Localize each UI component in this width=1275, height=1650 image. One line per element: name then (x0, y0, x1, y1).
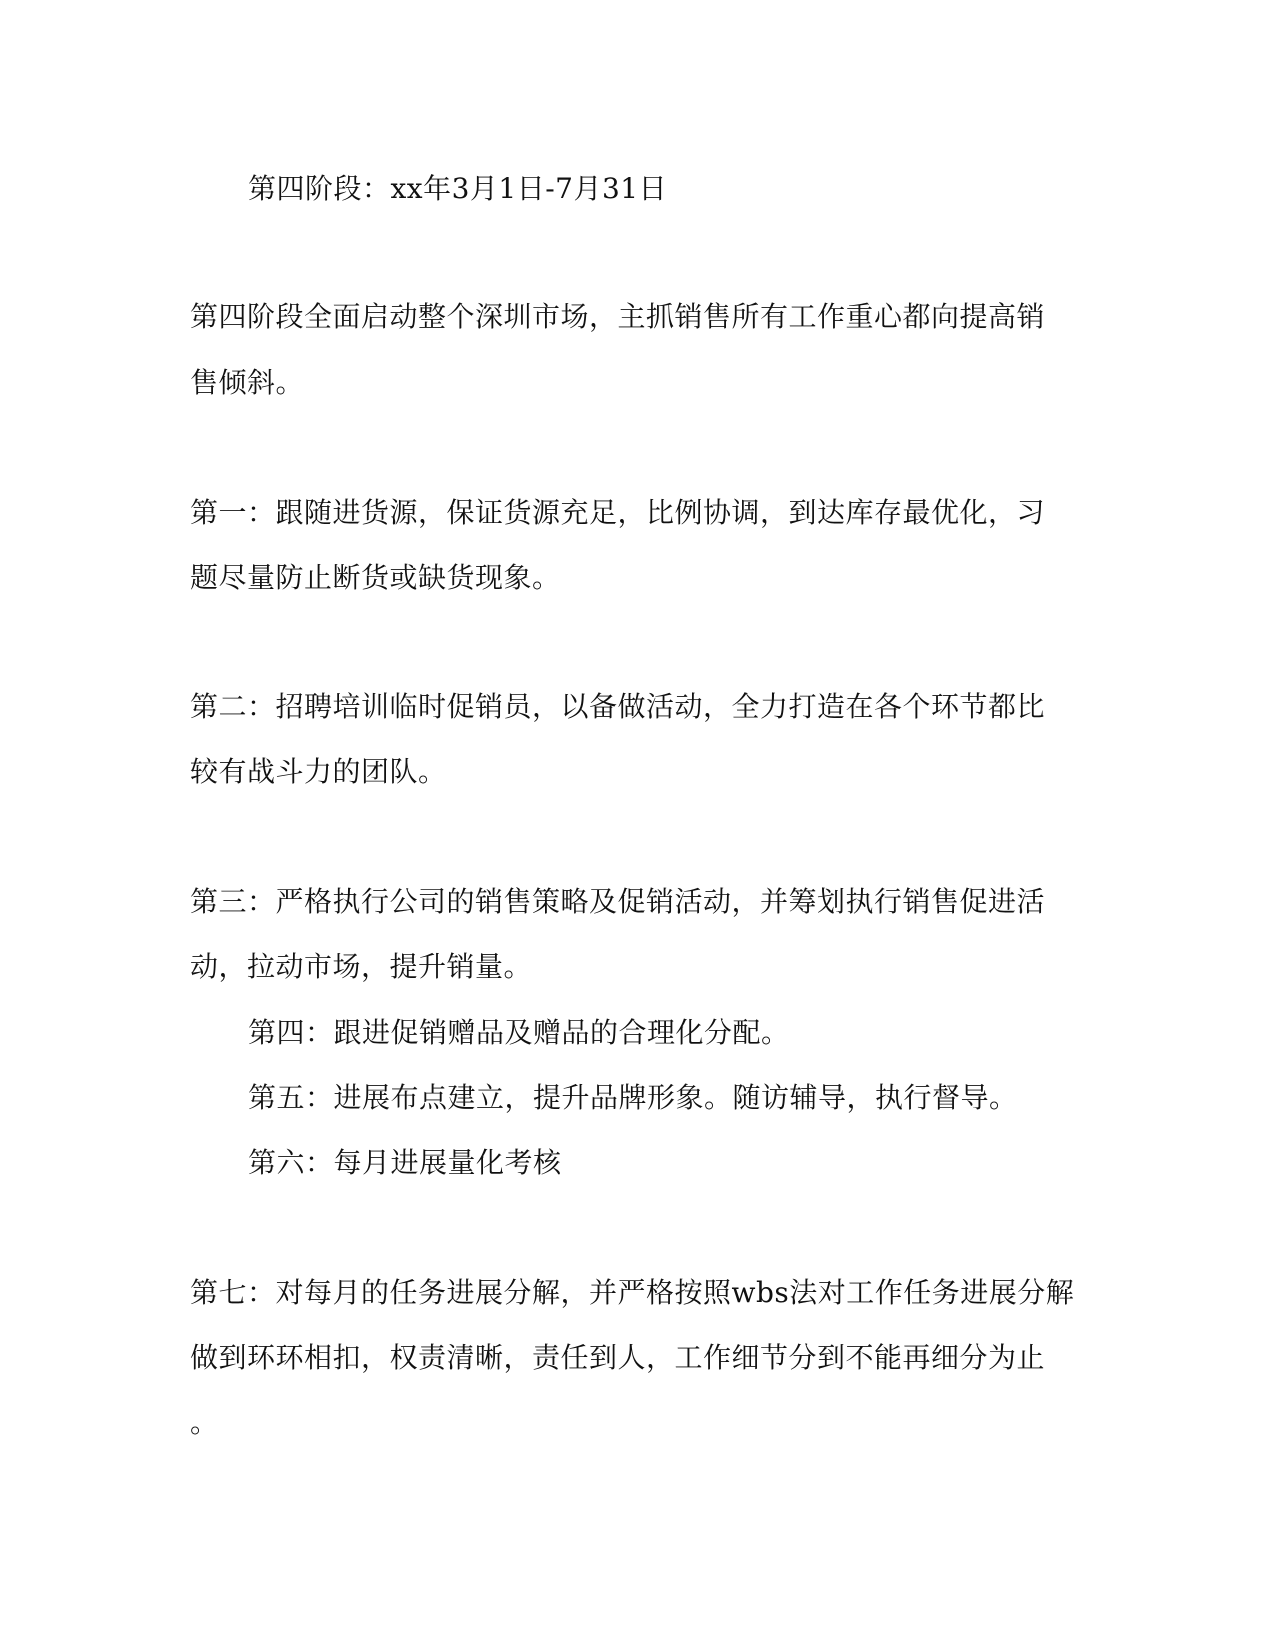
intro-paragraph-line: 售倾斜。 (190, 366, 305, 399)
item-third-line: 第三：严格执行公司的销售策略及促销活动，并筹划执行销售促进活 (190, 885, 1046, 918)
item-sixth-line: 第六：每月进展量化考核 (248, 1146, 562, 1179)
item-third-line: 动，拉动市场，提升销量。 (190, 950, 533, 983)
stage-heading: 第四阶段：xx年3月1日-7月31日 (248, 172, 668, 205)
item-fifth-line: 第五：进展布点建立，提升品牌形象。随访辅导，执行督导。 (248, 1081, 1018, 1114)
item-seventh-line: 。 (190, 1406, 219, 1439)
item-first-line: 题尽量防止断货或缺货现象。 (190, 561, 561, 594)
intro-paragraph-line: 第四阶段全面启动整个深圳市场，主抓销售所有工作重心都向提高销 (190, 300, 1046, 333)
item-seventh-line: 第七：对每月的任务进展分解，并严格按照wbs法对工作任务进展分解 (190, 1276, 1075, 1309)
item-second-line: 较有战斗力的团队。 (190, 755, 447, 788)
item-first-line: 第一：跟随进货源，保证货源充足，比例协调，到达库存最优化，习 (190, 496, 1046, 529)
item-seventh-line: 做到环环相扣，权责清晰，责任到人，工作细节分到不能再细分为止 (190, 1341, 1046, 1374)
item-second-line: 第二：招聘培训临时促销员，以备做活动，全力打造在各个环节都比 (190, 690, 1046, 723)
item-fourth-line: 第四：跟进促销赠品及赠品的合理化分配。 (248, 1016, 790, 1049)
